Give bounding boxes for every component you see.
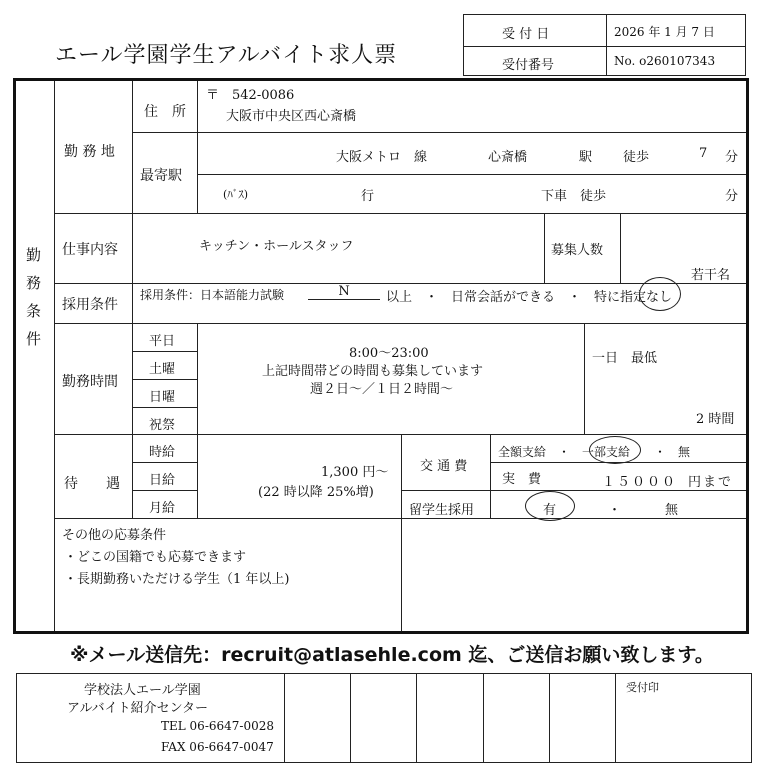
mail-instruction: ※メール送信先：recruit@atlasehle.com 迄、ご送信お願い致します。 bbox=[70, 644, 714, 666]
receipt-number-value: No. o260107343 bbox=[614, 54, 716, 68]
intl-label: 留学生採用 bbox=[409, 503, 475, 518]
receipt-box bbox=[463, 14, 746, 76]
org-name: 学校法人エール学園 bbox=[84, 683, 201, 698]
actual-value: １５０００ bbox=[602, 475, 678, 490]
pay-daily: 日給 bbox=[149, 473, 176, 488]
pay-amount: 1,300 円～ bbox=[321, 465, 389, 480]
bus-minutes-unit: 分 bbox=[725, 189, 739, 204]
address-value: 大阪市中央区西心斎橋 bbox=[226, 109, 357, 124]
section-label: 勤 務 条 件 bbox=[26, 246, 42, 348]
walk-label: 徒歩 bbox=[623, 150, 650, 165]
receipt-date-value: 2026 年 1 月 7 日 bbox=[614, 25, 715, 39]
min-hours-value: 2 時間 bbox=[696, 412, 735, 427]
intl-no: 無 bbox=[665, 503, 679, 518]
selected-circle bbox=[639, 277, 681, 311]
hours-note1: 上記時間帯どの時間も募集しています bbox=[262, 364, 484, 379]
hours-label: 勤務時間 bbox=[62, 374, 118, 390]
postal-code: 〒 542-0086 bbox=[206, 88, 295, 103]
hiring-prefix: 採用条件：日本語能力試験 bbox=[140, 288, 285, 302]
hiring-label: 採用条件 bbox=[62, 297, 118, 313]
bus-direction: 行 bbox=[361, 189, 375, 204]
pay-monthly: 月給 bbox=[149, 501, 176, 516]
workplace-label: 勤 務 地 bbox=[64, 144, 115, 160]
selected-circle bbox=[589, 436, 641, 464]
other-title: その他の応募条件 bbox=[62, 528, 167, 543]
walk-minutes: 7 bbox=[699, 146, 708, 161]
transport-label: 交 通 費 bbox=[420, 459, 468, 474]
other-line: ・どこの国籍でも応募できます bbox=[64, 550, 247, 565]
recruit-value: 若干名 bbox=[691, 268, 731, 283]
stamp-label: 受付印 bbox=[626, 681, 659, 694]
address-label: 住 所 bbox=[144, 104, 186, 120]
job-form bbox=[13, 78, 749, 634]
job-label: 仕事内容 bbox=[62, 242, 118, 258]
hiring-suffix: 以上 ・ 日常会話ができる ・ 特に指定なし bbox=[386, 290, 673, 305]
min-hours-label: 一日 最低 bbox=[592, 351, 658, 366]
intl-dot: ・ bbox=[608, 503, 622, 518]
footer-box bbox=[16, 673, 752, 763]
transport-options: 全額支給 ・ 一部支給 ・ 無 bbox=[498, 445, 691, 459]
hours-note2: 週２日～／１日２時間～ bbox=[310, 382, 454, 397]
job-value: キッチン・ホールスタッフ bbox=[199, 239, 354, 254]
pay-label: 待 遇 bbox=[64, 476, 120, 492]
minutes-unit: 分 bbox=[725, 150, 739, 165]
day-saturday: 土曜 bbox=[149, 362, 176, 377]
selected-circle bbox=[525, 491, 575, 521]
station-suffix: 駅 bbox=[579, 150, 593, 165]
actual-suffix: 円まで bbox=[688, 475, 734, 490]
pay-note: (22 時以降 25%増) bbox=[258, 485, 374, 500]
bus-alight: 下車 徒歩 bbox=[541, 189, 607, 204]
day-weekday: 平日 bbox=[149, 334, 176, 349]
day-holiday: 祝祭 bbox=[149, 418, 176, 433]
bus-label: (ﾊﾞｽ) bbox=[223, 188, 249, 201]
page-title: エール学園学生アルバイト求人票 bbox=[55, 43, 398, 68]
tel: TEL 06-6647-0028 bbox=[161, 719, 275, 733]
hiring-level: N bbox=[308, 284, 380, 300]
station-label: 最寄駅 bbox=[140, 168, 182, 184]
intl-yes: 有 bbox=[543, 503, 557, 518]
hours-time: 8:00～23:00 bbox=[349, 346, 429, 361]
actual-label: 実 費 bbox=[502, 472, 542, 487]
station-name: 心斎橋 bbox=[488, 150, 528, 165]
fax: FAX 06-6647-0047 bbox=[161, 740, 274, 754]
pay-hourly: 時給 bbox=[149, 445, 176, 460]
receipt-date-label: 受 付 日 bbox=[502, 27, 550, 42]
receipt-number-label: 受付番号 bbox=[502, 58, 555, 73]
org-center: アルバイト紹介センター bbox=[67, 701, 209, 716]
recruit-label: 募集人数 bbox=[551, 243, 604, 258]
station-line: 大阪メトロ 線 bbox=[336, 150, 428, 165]
other-line: ・長期勤務いただける学生（1 年以上) bbox=[64, 572, 290, 587]
day-sunday: 日曜 bbox=[149, 390, 176, 405]
